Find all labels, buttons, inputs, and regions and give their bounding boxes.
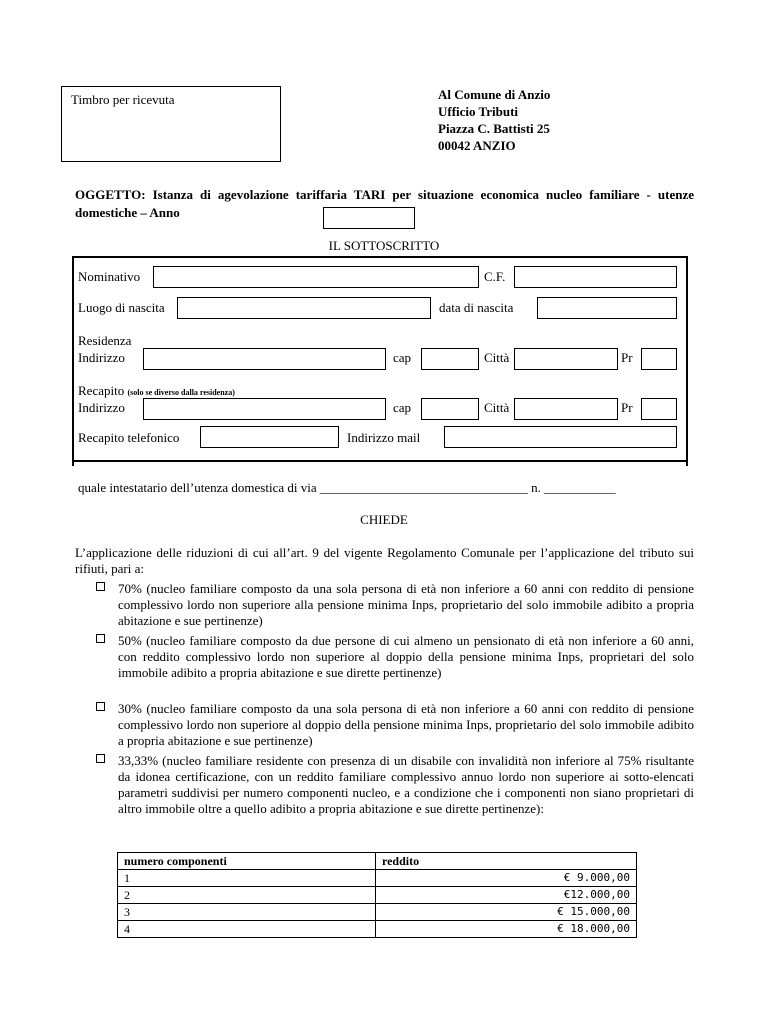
recapito-label-text: Recapito	[78, 383, 125, 398]
residenza-citta-field[interactable]	[514, 348, 618, 370]
residenza-pr-label: Pr	[621, 350, 633, 365]
anno-field[interactable]	[323, 207, 415, 229]
residenza-label: Residenza	[78, 333, 132, 348]
data-nascita-field[interactable]	[537, 297, 677, 319]
telefono-label: Recapito telefonico	[78, 430, 180, 445]
header-reddito: reddito	[376, 853, 637, 870]
cf-label: C.F.	[484, 269, 506, 284]
form-title: IL SOTTOSCRITTO	[328, 238, 440, 253]
subject-text: OGGETTO: Istanza di agevolazione tariffaria TARI per situazione economica nucleo familiare - utenze domestiche – Anno	[75, 187, 694, 220]
recapito-cap-field[interactable]	[421, 398, 479, 420]
stamp-label: Timbro per ricevuta	[71, 92, 175, 107]
row-reddito: € 18.000,00	[376, 921, 637, 938]
luogo-nascita-label: Luogo di nascita	[78, 300, 165, 315]
table-row	[118, 904, 637, 921]
recapito-label	[78, 383, 235, 399]
recipient-line-2: Ufficio Tributi	[438, 104, 519, 119]
residenza-pr-field[interactable]	[641, 348, 677, 370]
row-reddito: € 9.000,00	[376, 870, 637, 887]
residenza-indirizzo-field[interactable]	[143, 348, 386, 370]
row-componenti: 2	[118, 887, 376, 904]
cf-field[interactable]	[514, 266, 677, 288]
data-nascita-label: data di nascita	[439, 300, 514, 315]
nominativo-label: Nominativo	[78, 269, 141, 284]
utenza-holder-line: quale intestatario dell’utenza domestica di via ________________________________ n. ___________	[78, 480, 616, 495]
option-70-checkbox[interactable]	[96, 582, 105, 591]
table-row	[118, 870, 637, 887]
stamp-box	[61, 86, 281, 162]
option-50-text: 50% (nucleo familiare composto da due persone di cui almeno un pensionato di età non inferiore a 60 anni, con reddito complessivo lordo non superiore al doppio della pensione minima Inps, proprietari del solo immobile adibito a propria abitazione e sue dirette pertinenze)	[118, 633, 694, 680]
recapito-pr-field[interactable]	[641, 398, 677, 420]
option-50-checkbox[interactable]	[96, 634, 105, 643]
telefono-field[interactable]	[200, 426, 339, 448]
recapito-pr-label: Pr	[621, 400, 633, 415]
residenza-cap-field[interactable]	[421, 348, 479, 370]
option-3333-checkbox[interactable]	[96, 754, 105, 763]
request-intro: L’applicazione delle riduzioni di cui all’art. 9 del vigente Regolamento Comunale per l’applicazione del tributo sui rifiuti, pari a:	[75, 545, 694, 576]
email-field[interactable]	[444, 426, 677, 448]
recapito-note: (solo se diverso dalla residenza)	[127, 388, 235, 397]
header-numero-componenti: numero componenti	[118, 853, 376, 870]
recipient-line-3: Piazza C. Battisti 25	[438, 121, 550, 136]
residenza-indirizzo-label: Indirizzo	[78, 350, 125, 365]
nominativo-field[interactable]	[153, 266, 479, 288]
row-reddito: € 15.000,00	[376, 904, 637, 921]
table-row	[118, 887, 637, 904]
recipient-line-4: 00042 ANZIO	[438, 138, 516, 153]
table-row	[118, 921, 637, 938]
recapito-cap-label: cap	[393, 400, 412, 415]
recipient-line-1: Al Comune di Anzio	[438, 87, 551, 102]
email-label: Indirizzo mail	[347, 430, 421, 445]
income-table	[117, 852, 637, 938]
residenza-citta-label: Città	[484, 350, 510, 365]
recapito-citta-label: Città	[484, 400, 510, 415]
recipient-address	[438, 86, 550, 154]
option-30-checkbox[interactable]	[96, 702, 105, 711]
luogo-nascita-field[interactable]	[177, 297, 431, 319]
residenza-cap-label: cap	[393, 350, 412, 365]
row-componenti: 3	[118, 904, 376, 921]
option-3333-text: 33,33% (nucleo familiare residente con presenza di un disabile con invalidità non inferiore al 75% risultante da idonea certificazione, con un reddito familiare complessivo annuo lordo non superiore ai sotto-elencati parametri suddivisi per numero componenti nucleo, e a condizione che i componenti non siano proprietari di altro immobile oltre a quello adibito a propria abitazione e sue dirette pertinenze):	[118, 753, 694, 816]
recapito-citta-field[interactable]	[514, 398, 618, 420]
recapito-indirizzo-field[interactable]	[143, 398, 386, 420]
option-30-text: 30% (nucleo familiare composto da una sola persona di età non inferiore a 60 anni con reddito di pensione complessivo lordo non superiore al doppio della pensione minima Inps, proprietario del solo immobile adibito a propria abitazione e sue pertinenze)	[118, 701, 694, 748]
request-title: CHIEDE	[360, 512, 408, 527]
option-70-text: 70% (nucleo familiare composto da una sola persona di età non inferiore a 60 anni con reddito di pensione complessivo lordo non superiore alla pensione minima Inps, proprietario del solo immobile adibito a propria abitazione e sue pertinenze)	[118, 581, 694, 628]
row-reddito: €12.000,00	[376, 887, 637, 904]
row-componenti: 4	[118, 921, 376, 938]
table-header-row	[118, 853, 637, 870]
recapito-indirizzo-label: Indirizzo	[78, 400, 125, 415]
row-componenti: 1	[118, 870, 376, 887]
frame-bottom-line	[72, 460, 688, 462]
